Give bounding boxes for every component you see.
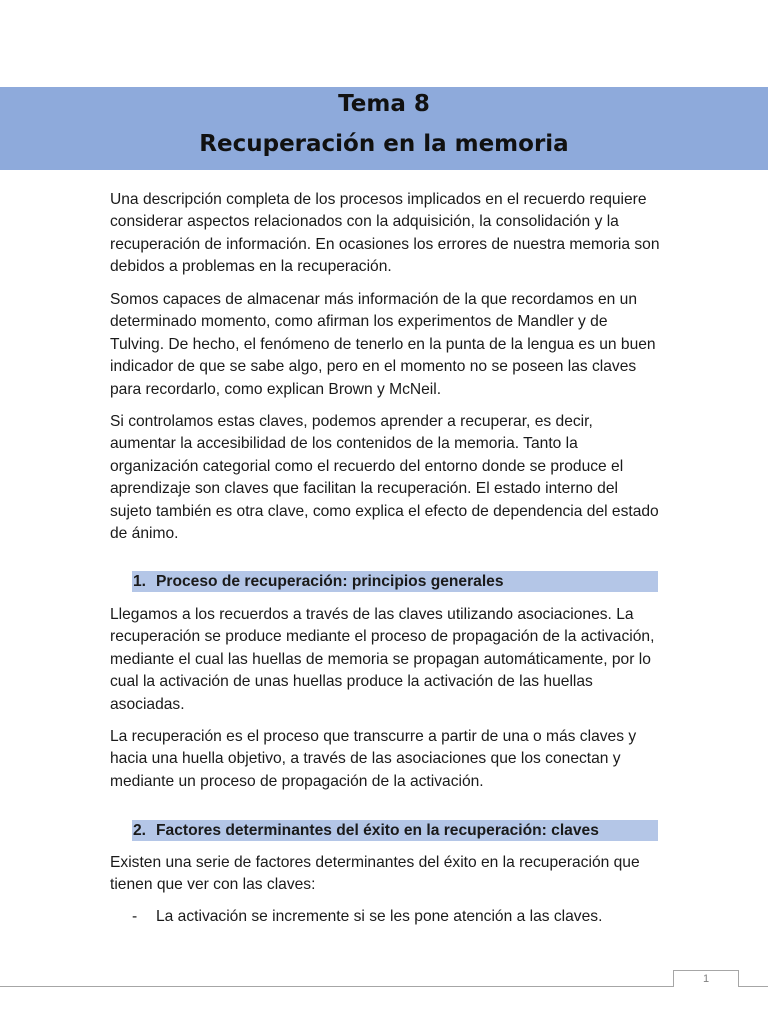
paragraph-factors: Existen una serie de factores determinantes del éxito en la recuperación que tienen que ver con las claves: [110, 854, 640, 894]
section-2-number: 2. [133, 822, 147, 839]
paragraph-retrieval-process: La recuperación es el proceso que transcurre a partir de una o más claves y hacia una huella objetivo, a través de las asociaciones que los conectan y mediante un proceso de propagación de la activación. [110, 728, 637, 790]
document-title: Recuperación en la memoria [199, 131, 569, 157]
section-1-number: 1. [133, 573, 147, 590]
paragraph-intro: Una descripción completa de los procesos implicados en el recuerdo requiere considerar aspectos relacionados con la adquisición, la consolidación y la recuperación de información. En ocasiones los errores de nuestra memoria son debidos a problemas en la recuperación. [110, 191, 660, 276]
section-2-heading: Factores determinantes del éxito en la recuperación: claves [156, 822, 599, 839]
paragraph-cues: Si controlamos estas claves, podemos aprender a recuperar, es decir, aumentar la accesibilidad de los contenidos de la memoria. Tanto la organización categorial como el recuerdo del entorno donde se produce el aprendizaje son claves que facilitan la recuperación. El estado interno del sujeto también es otra clave, como explica el efecto de dependencia del estado de ánimo. [110, 413, 659, 543]
list-item: La activación se incremente si se les pone atención a las claves. [156, 908, 603, 925]
paragraph-storage: Somos capaces de almacenar más información de la que recordamos en un determinado momento, como afirman los experimentos de Mandler y de Tulving. De hecho, el fenómeno de tenerlo en la punta de la lengua es un buen indicador de que se sabe algo, pero en el momento no se poseen las claves para recordarlo, como explican Brown y McNeil. [110, 291, 656, 398]
footer-divider [0, 986, 768, 987]
section-1-heading: Proceso de recuperación: principios generales [156, 573, 504, 590]
paragraph-associations: Llegamos a los recuerdos a través de las claves utilizando asociaciones. La recuperación se produce mediante el proceso de propagación de la activación, mediante el cual las huellas de memoria se propagan automáticamente, por lo cual la activación de unas huellas produce la activación de las huellas asociadas. [110, 606, 655, 713]
document-title-topic: Tema 8 [338, 91, 430, 117]
list-item-marker: - [132, 908, 138, 925]
page-number: 1 [673, 970, 739, 987]
